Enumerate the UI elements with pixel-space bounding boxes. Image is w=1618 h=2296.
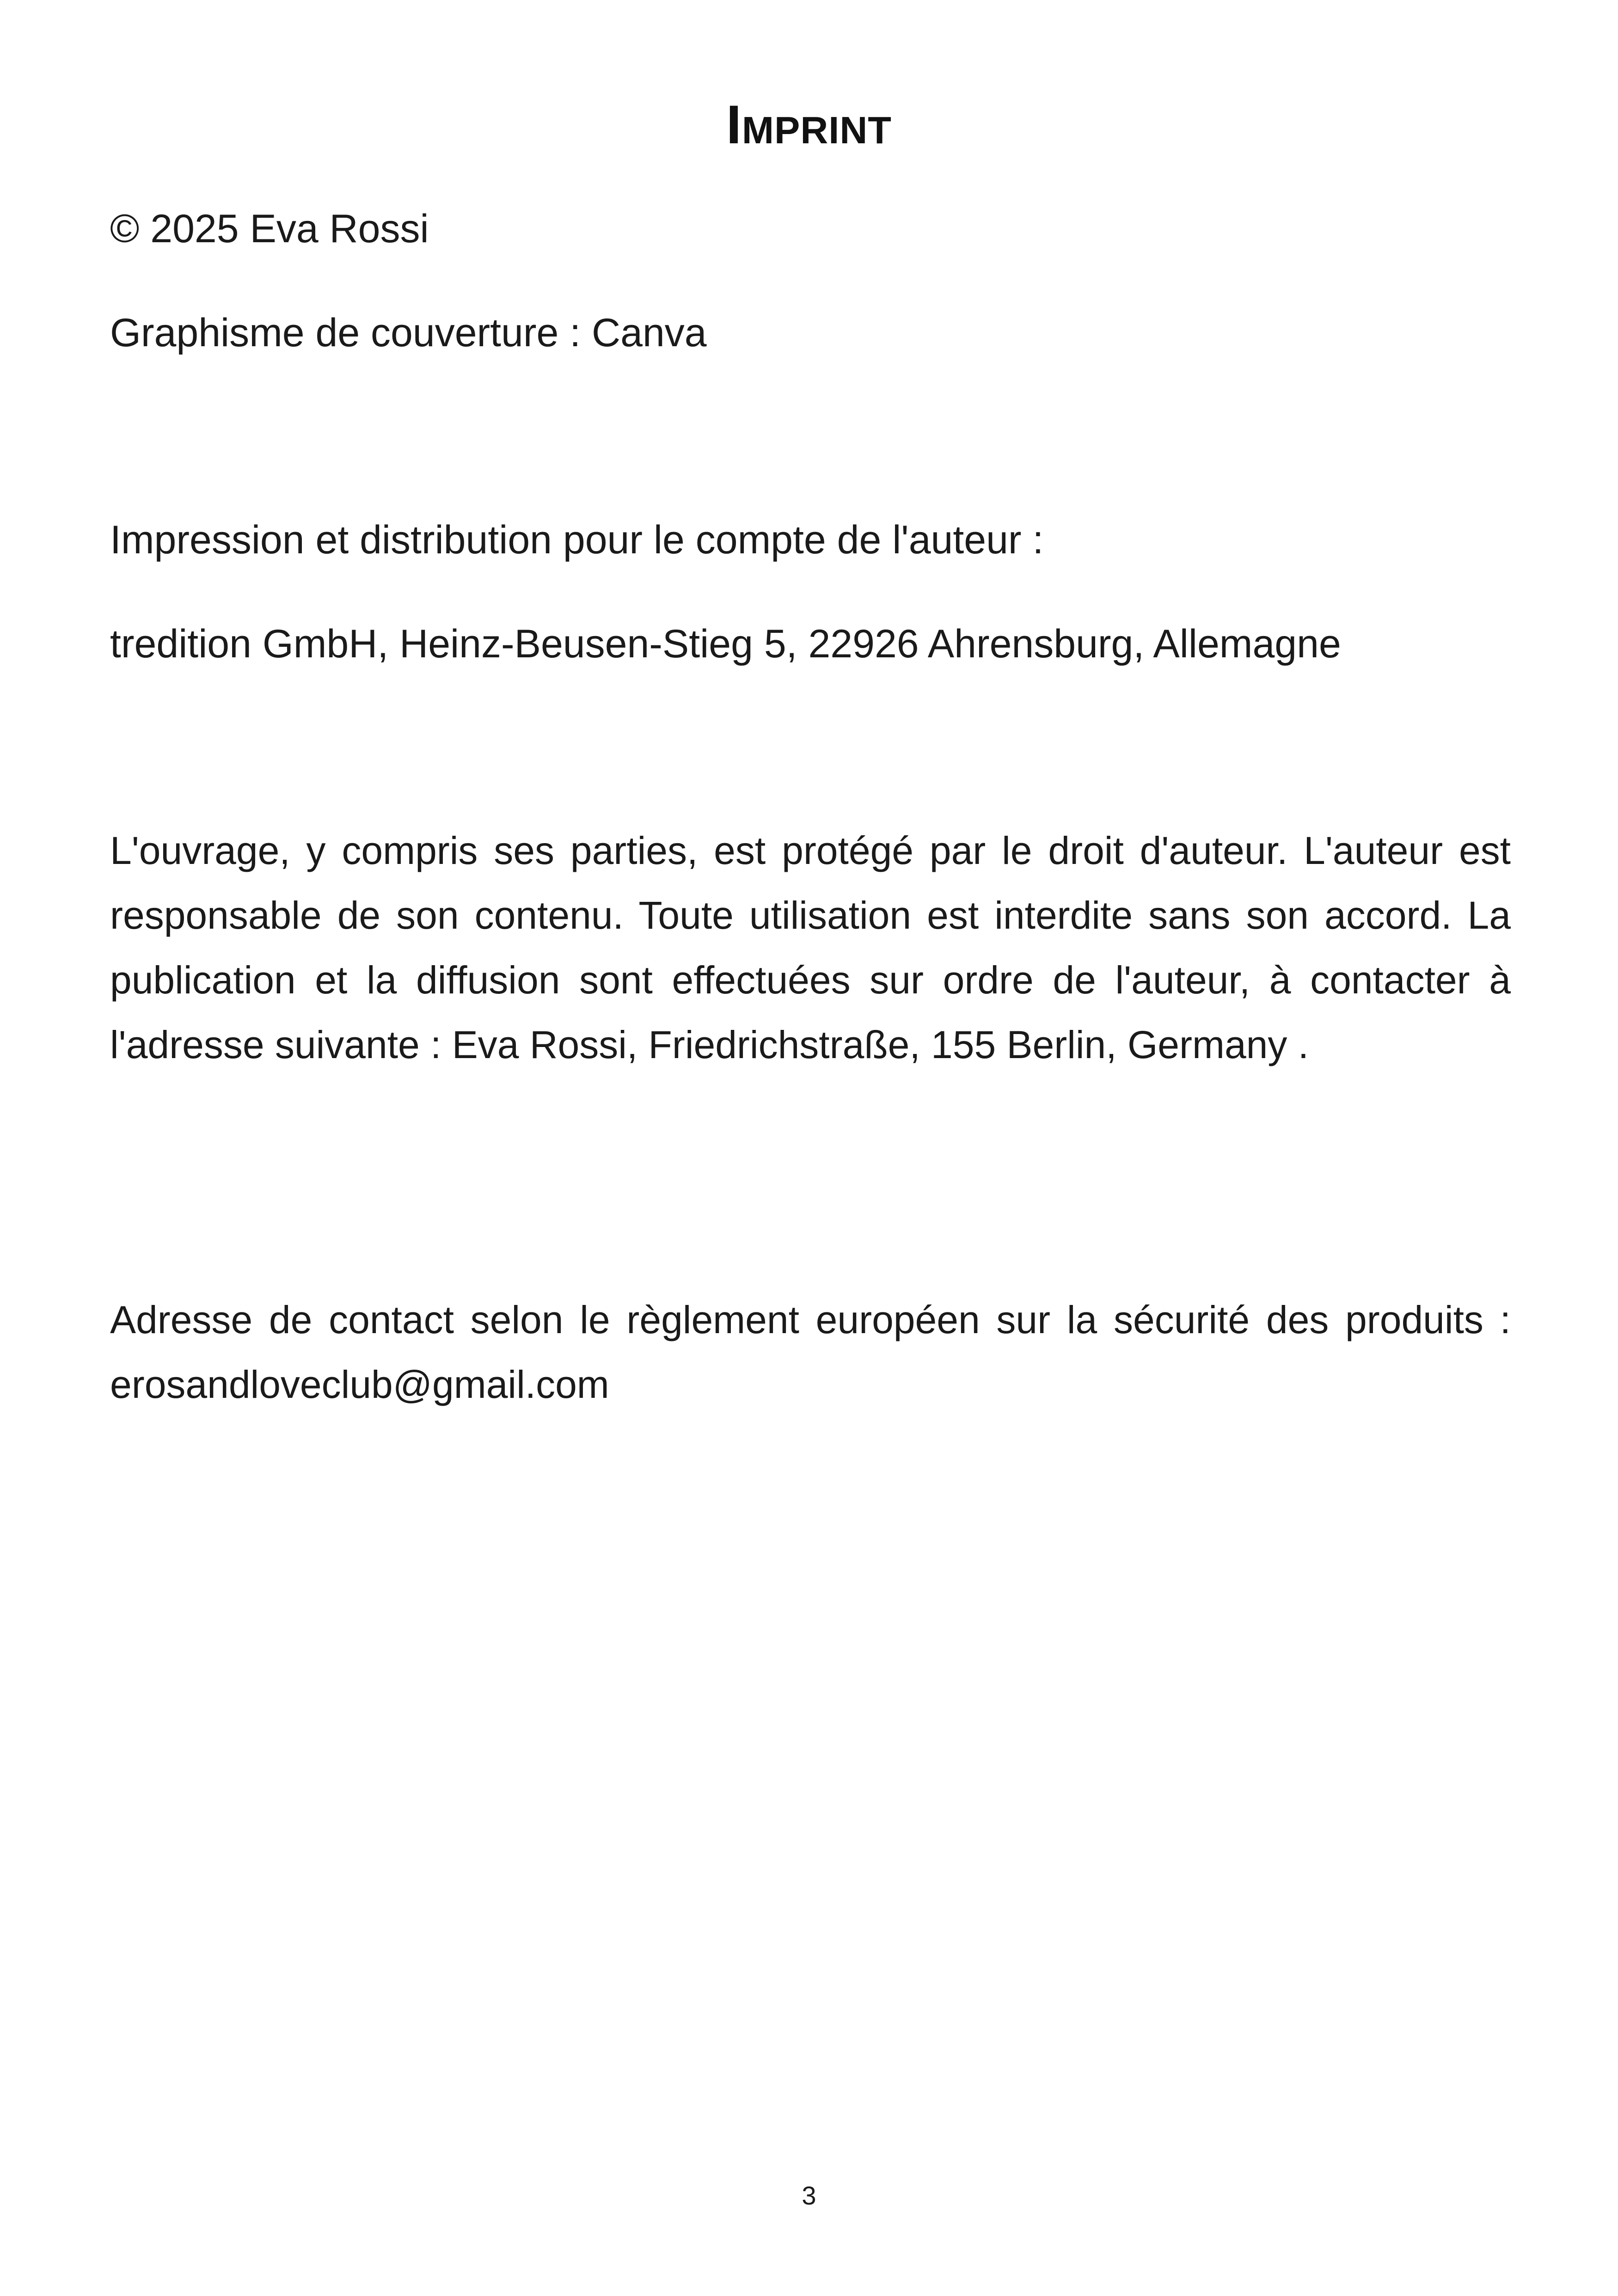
printing-label: Impression et distribution pour le compte de l'auteur :	[110, 518, 1044, 562]
safety-contact: Adresse de contact selon le règlement européen sur la sécurité des produits : erosandloveclub@gmail.com	[110, 1298, 1511, 1406]
page-title: Imprint	[726, 94, 892, 155]
cover-design-line: Graphisme de couverture : Canva	[110, 311, 707, 355]
page-number: 3	[802, 2181, 816, 2210]
publisher-address: tredition GmbH, Heinz-Beusen-Stieg 5, 22926 Ahrensburg, Allemagne	[110, 622, 1341, 666]
copyright-line: © 2025 Eva Rossi	[110, 207, 429, 251]
legal-notice: L'ouvrage, y compris ses parties, est protégé par le droit d'auteur. L'auteur est responsable de son contenu. Toute utilisation est interdite sans son accord. La publication et la diffusion sont effectuées sur ordre de l'auteur, à contacter à l'adresse suivante : Eva Rossi, Friedrichstraße, 155 Berlin, Germany .	[110, 829, 1511, 1066]
